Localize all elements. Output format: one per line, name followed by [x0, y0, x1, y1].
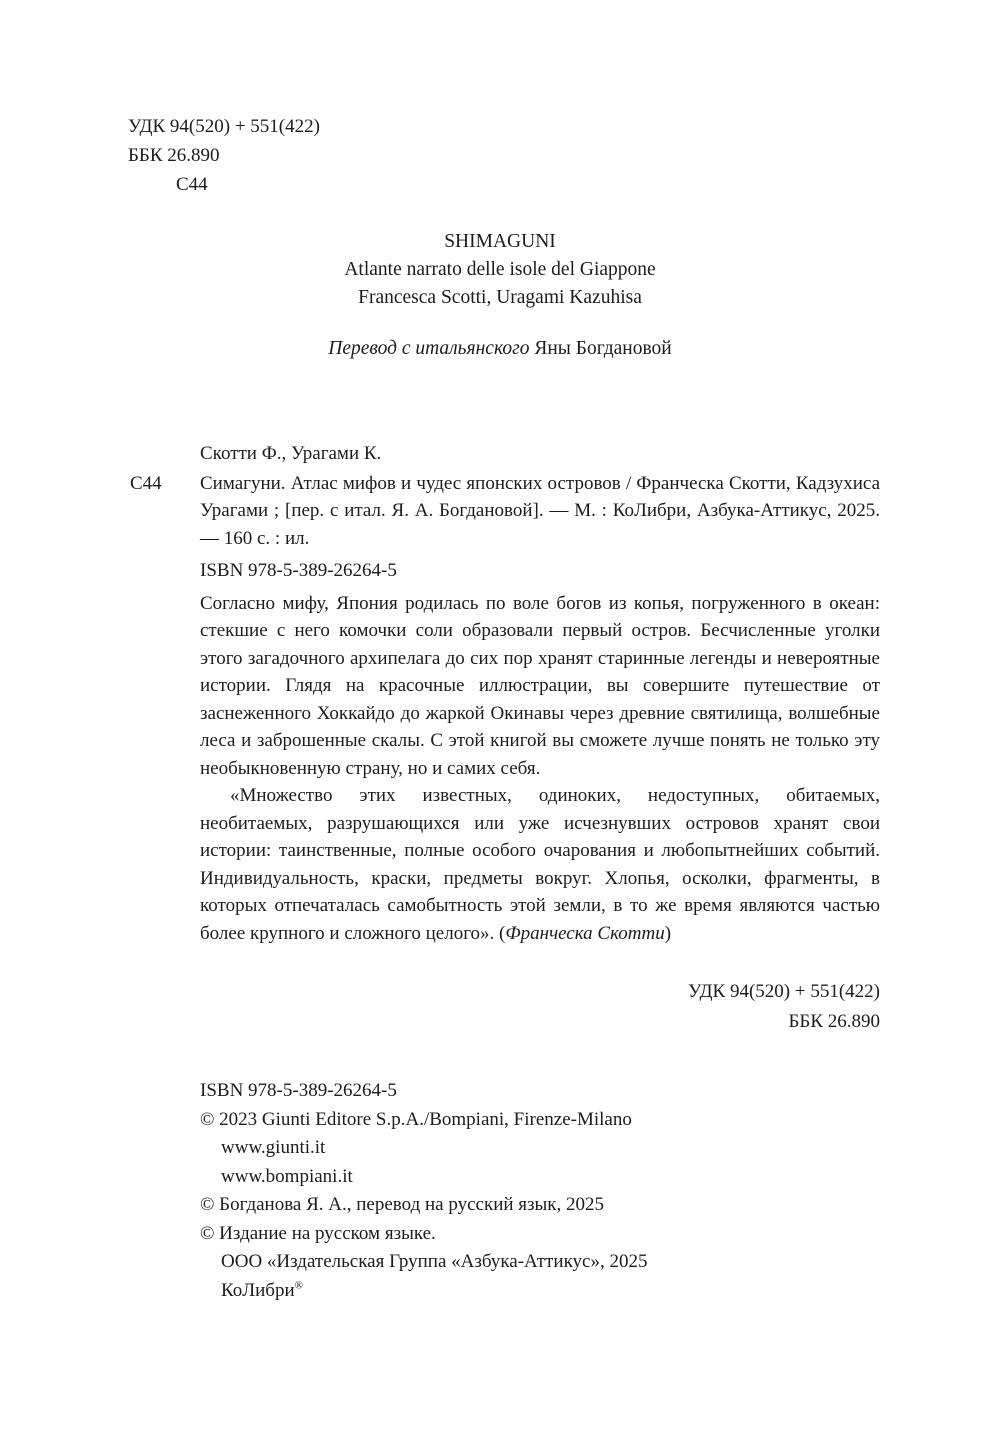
translator-name: Яны Богдановой — [534, 338, 672, 359]
annotation-quote-text: «Множество этих известных, одиноких, недоступных, обитаемых, необитаемых, разрушающихся или уже исчезнувших островов хранят свои истории: таинственные, полные особого очарования и любопытнейших событий. Индивидуальность, краски, предметы вокруг. Хлопья, осколки, фрагменты, в которых отпечаталась самобытность этой земли, в то же время являются частью более крупного и сложного целого». ( — [200, 785, 880, 944]
copyright-publishing-group: ООО «Издательская Группа «Азбука-Аттикус», 2025 — [221, 1251, 648, 1272]
footer-codes-block — [200, 977, 880, 1037]
copyright-block — [200, 1077, 880, 1305]
copyright-publisher-original: © 2023 Giunti Editore S.p.A./Bompiani, Firenze-Milano — [200, 1108, 632, 1130]
copyright-translator: © Богданова Я. А., перевод на русский язык, 2025 — [200, 1194, 605, 1215]
isbn-line: ISBN 978-5-389-26264-5 — [200, 560, 397, 581]
translation-label: Перевод с итальянского — [328, 338, 535, 359]
original-title-block — [0, 228, 1000, 312]
footer-udk-code: УДК 94(520) + 551(422) — [688, 981, 880, 1002]
annotation-paragraph-1: Согласно мифу, Япония родилась по воле богов из копья, погруженного в океан: стекшие с него комочки соли образовали первый остров. Бесчисленные уголки этого загадочного архипелага до сих пор хранят старинные легенды и невероятные истории. Глядя на красочные иллюстрации, вы совершите путешествие от заснеженного Хоккайдо до жаркой Окинавы через древние святилища, волшебные леса и заброшенные скалы. С этой книгой вы сможете лучше понять не только эту необыкновенную страну, но и самих себя. — [200, 592, 880, 779]
book-subtitle: Atlante narrato delle isole del Giappone — [344, 259, 656, 280]
publisher-site-giunti: www.giunti.it — [221, 1137, 326, 1158]
udk-code: УДК 94(520) + 551(422) — [128, 116, 320, 137]
copyright-russian-edition: © Издание на русском языке. — [200, 1222, 436, 1244]
footer-bbk-code: ББК 26.890 — [788, 1011, 880, 1032]
top-codes-block — [128, 112, 320, 199]
copyright-imprint — [200, 1277, 880, 1306]
book-title: SHIMAGUNI — [444, 231, 556, 252]
margin-catalog-code: С44 — [130, 472, 162, 494]
publisher-site-bompiani: www.bompiani.it — [221, 1165, 353, 1187]
catalog-letter-code: С44 — [176, 174, 208, 195]
annotation-paragraph-2 — [200, 782, 880, 947]
annotation-quote-close: ) — [664, 922, 672, 944]
copyright-isbn: ISBN 978-5-389-26264-5 — [200, 1080, 397, 1101]
catalog-description — [130, 470, 880, 553]
book-authors: Francesca Scotti, Uragami Kazuhisa — [358, 287, 642, 308]
translation-credit — [0, 338, 1000, 360]
catalog-authors: Скотти Ф., Урагами К. — [200, 443, 382, 464]
bbk-code: ББК 26.890 — [128, 145, 220, 166]
registered-trademark-symbol: ® — [294, 1279, 303, 1292]
imprint-name: КоЛибри — [221, 1279, 295, 1301]
catalog-description-text: Симагуни. Атлас мифов и чудес японских островов / Франческа Скотти, Кадзухиса Урагами ; [пер. с итал. Я. А. Богдановой]. — М. : КоЛибри, Азбука-Аттикус, 2025. — 160 с. : ил. — [200, 472, 880, 549]
main-column — [130, 440, 880, 1305]
annotation-quote-author: Франческа Скотти — [505, 922, 665, 944]
